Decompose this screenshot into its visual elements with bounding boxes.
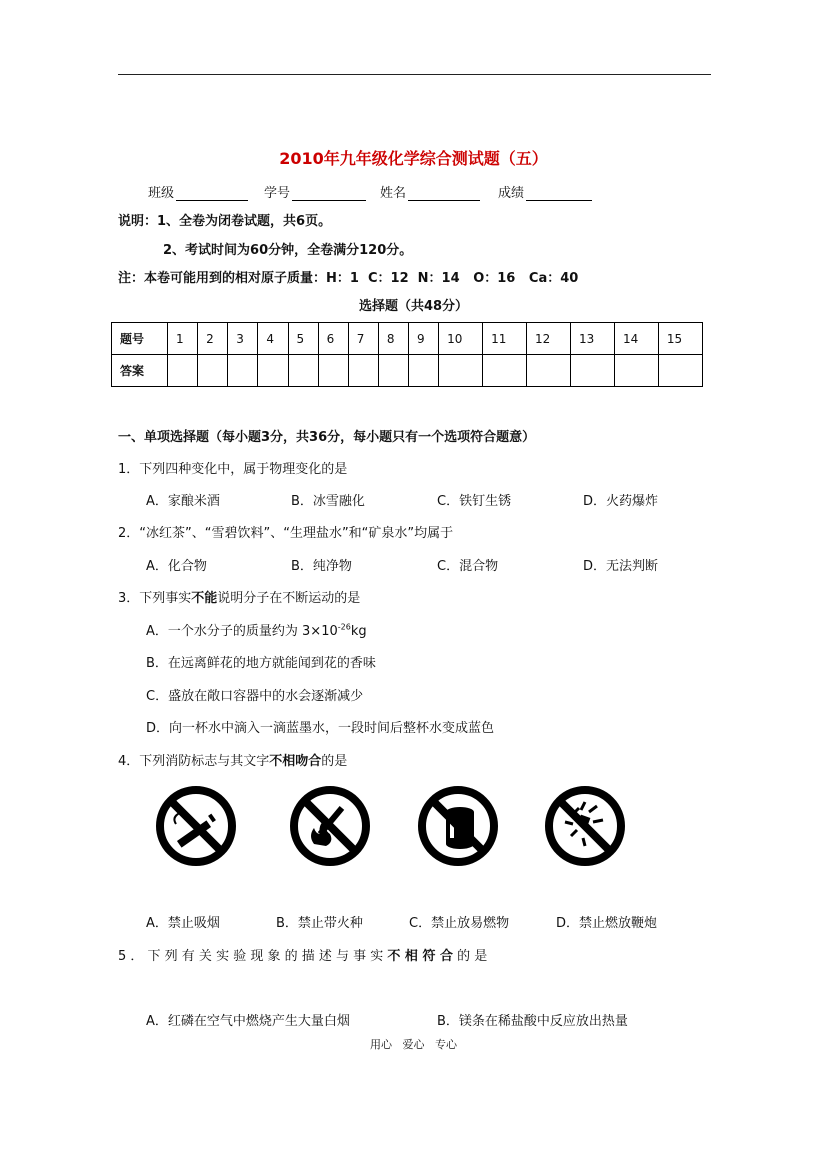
page-footer: 用心 爱心 专心 bbox=[370, 1038, 457, 1051]
section-1-heading: 一、单项选择题（每小题3分，共36分，每小题只有一个选项符合题意） bbox=[118, 430, 536, 445]
q3-option-a-unit: kg bbox=[350, 624, 367, 639]
q4-option-d: D．禁止燃放鞭炮 bbox=[556, 916, 658, 931]
answer-cell[interactable] bbox=[348, 355, 378, 387]
name-field bbox=[380, 182, 480, 201]
no-fireworks-sign-icon bbox=[543, 784, 627, 868]
answer-table bbox=[111, 322, 703, 387]
question-number-cell: 1 bbox=[168, 323, 198, 355]
q3-option-d: D．向一杯水中滴入一滴蓝墨水，一段时间后整杯水变成蓝色 bbox=[146, 721, 495, 736]
answer-cell[interactable] bbox=[258, 355, 288, 387]
q3-option-c: C．盛放在敞口容器中的水会逐渐减少 bbox=[146, 689, 364, 704]
question-number-cell: 8 bbox=[378, 323, 408, 355]
answer-cell[interactable] bbox=[288, 355, 318, 387]
q3-stem-post: 说明分子在不断运动的是 bbox=[217, 591, 361, 606]
note-line-1: 说明：1、全卷为闭卷试题，共6页。 bbox=[118, 214, 332, 229]
q1-option-a: A．家酿米酒 bbox=[146, 494, 220, 509]
question-number-cell: 13 bbox=[570, 323, 614, 355]
answer-cell[interactable] bbox=[378, 355, 408, 387]
no-open-flame-sign-icon bbox=[288, 784, 372, 868]
question-number-cell: 5 bbox=[288, 323, 318, 355]
answer-cell[interactable] bbox=[198, 355, 228, 387]
q3-stem-pre: 3．下列事实 bbox=[118, 591, 192, 606]
question-number-cell: 2 bbox=[198, 323, 228, 355]
q4-stem-pre: 4．下列消防标志与其文字 bbox=[118, 754, 270, 769]
score-label: 成绩 bbox=[498, 186, 525, 201]
note-line-2: 2、考试时间为60分钟，全卷满分120分。 bbox=[163, 243, 413, 258]
class-field bbox=[148, 182, 248, 201]
class-blank[interactable] bbox=[176, 186, 248, 201]
name-label: 姓名 bbox=[380, 186, 407, 201]
class-label: 班级 bbox=[148, 186, 175, 201]
page-title: 2010年九年级化学综合测试题（五） bbox=[279, 149, 548, 168]
student-id-field bbox=[264, 182, 366, 201]
q5-stem-pre: 5 ． 下 列 有 关 实 验 现 象 的 描 述 与 事 实 bbox=[118, 949, 384, 964]
no-flammables-sign-icon bbox=[416, 784, 500, 868]
q5-option-a: A．红磷在空气中燃烧产生大量白烟 bbox=[146, 1014, 350, 1029]
q3-option-b: B．在远离鲜花的地方就能闻到花的香味 bbox=[146, 656, 376, 671]
question-5-stem bbox=[118, 945, 710, 964]
answer-cell[interactable] bbox=[527, 355, 571, 387]
top-rule bbox=[118, 74, 711, 75]
answer-cell[interactable] bbox=[658, 355, 702, 387]
table-row-answers bbox=[112, 355, 703, 387]
question-number-cell: 14 bbox=[614, 323, 658, 355]
row-header-answer: 答案 bbox=[112, 355, 168, 387]
answer-cell[interactable] bbox=[570, 355, 614, 387]
answer-cell[interactable] bbox=[228, 355, 258, 387]
q4-stem-post: 的是 bbox=[321, 754, 348, 769]
q2-option-a: A．化合物 bbox=[146, 559, 207, 574]
question-number-cell: 4 bbox=[258, 323, 288, 355]
answer-cell[interactable] bbox=[409, 355, 439, 387]
q3-option-a-text: A．一个水分子的质量约为 3×10 bbox=[146, 624, 338, 639]
question-number-cell: 11 bbox=[483, 323, 527, 355]
q5-stem-post: 的 是 bbox=[457, 949, 488, 964]
answer-table-caption: 选择题（共48分） bbox=[358, 299, 469, 314]
answer-cell[interactable] bbox=[614, 355, 658, 387]
q5-stem-emphasis: 不 相 符 合 bbox=[387, 949, 453, 964]
question-4-stem bbox=[118, 750, 347, 769]
name-blank[interactable] bbox=[408, 186, 480, 201]
no-smoking-sign-icon bbox=[154, 784, 238, 868]
student-id-label: 学号 bbox=[264, 186, 291, 201]
note-line-3: 注：本卷可能用到的相对原子质量：H：1 C：12 N：14 O：16 Ca：40 bbox=[118, 271, 579, 286]
answer-cell[interactable] bbox=[439, 355, 483, 387]
row-header-number: 题号 bbox=[112, 323, 168, 355]
question-number-cell: 6 bbox=[318, 323, 348, 355]
question-3-stem bbox=[118, 587, 360, 606]
score-blank[interactable] bbox=[526, 186, 592, 201]
question-1-stem: 1．下列四种变化中，属于物理变化的是 bbox=[118, 462, 348, 477]
question-number-cell: 7 bbox=[348, 323, 378, 355]
q1-option-b: B．冰雪融化 bbox=[291, 494, 365, 509]
q3-stem-emphasis: 不能 bbox=[191, 591, 218, 606]
answer-cell[interactable] bbox=[318, 355, 348, 387]
q4-option-c: C．禁止放易燃物 bbox=[409, 916, 510, 931]
answer-cell[interactable] bbox=[168, 355, 198, 387]
question-number-cell: 12 bbox=[527, 323, 571, 355]
score-field bbox=[498, 182, 592, 201]
answer-cell[interactable] bbox=[483, 355, 527, 387]
q1-option-d: D．火药爆炸 bbox=[583, 494, 659, 509]
q2-option-c: C．混合物 bbox=[437, 559, 499, 574]
question-number-cell: 10 bbox=[439, 323, 483, 355]
q2-option-d: D．无法判断 bbox=[583, 559, 659, 574]
q4-option-b: B．禁止带火种 bbox=[276, 916, 363, 931]
q2-option-b: B．纯净物 bbox=[291, 559, 352, 574]
question-number-cell: 3 bbox=[228, 323, 258, 355]
q4-stem-emphasis: 不相吻合 bbox=[269, 754, 322, 769]
question-number-cell: 15 bbox=[658, 323, 702, 355]
q4-option-a: A．禁止吸烟 bbox=[146, 916, 220, 931]
q3-option-a bbox=[146, 620, 367, 639]
q1-option-c: C．铁钉生锈 bbox=[437, 494, 512, 509]
question-2-stem: 2．“冰红茶”、“雪碧饮料”、“生理盐水”和“矿泉水”均属于 bbox=[118, 526, 454, 541]
student-id-blank[interactable] bbox=[292, 186, 366, 201]
q5-option-b: B．镁条在稀盐酸中反应放出热量 bbox=[437, 1014, 628, 1029]
q3-option-a-exponent: -26 bbox=[337, 622, 351, 632]
question-number-cell: 9 bbox=[409, 323, 439, 355]
table-row-numbers bbox=[112, 323, 703, 355]
